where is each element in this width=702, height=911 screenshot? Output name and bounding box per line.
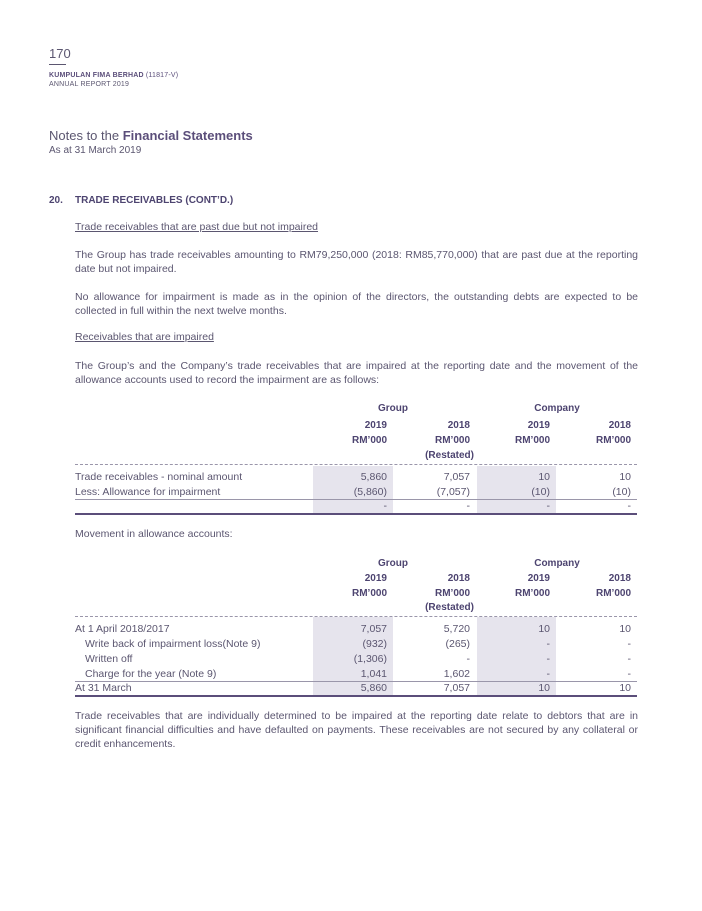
- paragraph-impaired-intro: The Group’s and the Company’s trade receivables that are impaired at the reporting date and the movement of the allowance accounts used to record the impairment are as follows:: [75, 360, 638, 386]
- table1-total-rule: [75, 513, 637, 515]
- table2-cell: (932): [362, 638, 387, 650]
- table1-cell: 10: [538, 471, 550, 483]
- company-name: [49, 72, 178, 79]
- table1-cell: -: [546, 500, 550, 512]
- notes-title: [49, 128, 253, 143]
- table1-cell: (5,860): [353, 486, 387, 498]
- table2-total-rule: [75, 695, 637, 697]
- table2-unit: RM’000: [595, 588, 631, 599]
- table1-cell: 10: [619, 471, 631, 483]
- table2-cell: 1,602: [443, 668, 470, 680]
- table2-dashed-rule: [75, 616, 637, 617]
- table2-cell: 10: [538, 682, 550, 694]
- report-title: ANNUAL REPORT 2019: [49, 81, 130, 88]
- subheading-past-due: Trade receivables that are past due but not impaired: [75, 221, 319, 233]
- table2-cell: 5,720: [443, 623, 470, 635]
- table2-company-label: Company: [534, 558, 580, 569]
- table2-cell: -: [546, 668, 550, 680]
- subheading-impaired: Receivables that are impaired: [75, 331, 214, 343]
- table1-dashed-rule: [75, 464, 637, 465]
- table2-cell: -: [546, 653, 550, 665]
- notes-bold: Financial Statements: [122, 128, 253, 143]
- table1-cell: -: [466, 500, 470, 512]
- table2-cell: 1,041: [360, 668, 387, 680]
- table1-unit: RM’000: [595, 435, 631, 446]
- table2-year: 2018: [608, 573, 631, 584]
- section-title: TRADE RECEIVABLES (CONT’D.): [75, 195, 234, 206]
- table1-cell: 7,057: [443, 471, 470, 483]
- table1-restated: (Restated): [425, 450, 474, 461]
- company-name-text: KUMPULAN FIMA BERHAD: [49, 72, 144, 79]
- table2-unit: RM’000: [351, 588, 387, 599]
- table2-group-label: Group: [378, 558, 408, 569]
- table1-year: 2018: [447, 420, 470, 431]
- table2-year: 2018: [447, 573, 470, 584]
- paragraph-impaired-details: Trade receivables that are individually determined to be impaired at the reporting date relate to debtors that are in significant financial difficulties and have defaulted on payments. These receivables are not secured by any collateral or credit enhancements.: [75, 710, 638, 750]
- table2-row-label: At 1 April 2018/2017: [75, 623, 170, 635]
- table1-cell: -: [383, 500, 387, 512]
- table2-row-label: At 31 March: [75, 682, 132, 694]
- as-at-date: As at 31 March 2019: [49, 145, 142, 156]
- table2-cell: 10: [619, 623, 631, 635]
- table1-year: 2019: [527, 420, 550, 431]
- notes-prefix: Notes to the: [49, 128, 123, 143]
- paragraph-no-allowance: No allowance for impairment is made as in the opinion of the directors, the outstanding debts are expected to be collected in full within the next twelve months.: [75, 291, 638, 317]
- table1-year: 2018: [608, 420, 631, 431]
- table1-cell: (7,057): [436, 486, 470, 498]
- section-number: 20.: [49, 195, 63, 206]
- table2-year: 2019: [527, 573, 550, 584]
- table2-cell: 7,057: [443, 682, 470, 694]
- table2-cell: 10: [538, 623, 550, 635]
- table2-unit: RM’000: [434, 588, 470, 599]
- table1-cell: -: [627, 500, 631, 512]
- table2-cell: 7,057: [360, 623, 387, 635]
- table1-cell: (10): [531, 486, 550, 498]
- table1-year: 2019: [364, 420, 387, 431]
- table2-cell: (1,306): [353, 653, 387, 665]
- table2-cell: (265): [445, 638, 470, 650]
- table2-cell: 5,860: [360, 682, 387, 694]
- table2-cell: -: [627, 653, 631, 665]
- page-number: 170: [49, 46, 71, 61]
- table2-cell: -: [627, 638, 631, 650]
- paragraph-past-due: The Group has trade receivables amounting to RM79,250,000 (2018: RM85,770,000) that are past due at the reporting date but not impaired.: [75, 249, 638, 275]
- table2-row-label: Charge for the year (Note 9): [85, 668, 217, 680]
- table2-cell: 10: [619, 682, 631, 694]
- table2-year: 2019: [364, 573, 387, 584]
- table2-unit: RM’000: [514, 588, 550, 599]
- table2-cell: -: [627, 668, 631, 680]
- table2-cell: -: [546, 638, 550, 650]
- table1-row-label: Trade receivables - nominal amount: [75, 471, 243, 483]
- header-rule: [49, 64, 66, 65]
- section-heading: [49, 195, 233, 206]
- table1-unit: RM’000: [434, 435, 470, 446]
- movement-label: Movement in allowance accounts:: [75, 528, 233, 540]
- table1-row-label: Less: Allowance for impairment: [75, 486, 221, 498]
- table1-unit: RM’000: [351, 435, 387, 446]
- table1-cell: (10): [612, 486, 631, 498]
- table2-row-label: Written off: [85, 653, 133, 665]
- table2-cell: -: [466, 653, 470, 665]
- company-reg: (11817-V): [145, 72, 179, 79]
- table2-row-label: Write back of impairment loss(Note 9): [85, 638, 261, 650]
- table1-company-label: Company: [534, 403, 580, 414]
- table1-group-label: Group: [378, 403, 408, 414]
- table1-cell: 5,860: [360, 471, 387, 483]
- table1-unit: RM’000: [514, 435, 550, 446]
- table2-restated: (Restated): [425, 602, 474, 613]
